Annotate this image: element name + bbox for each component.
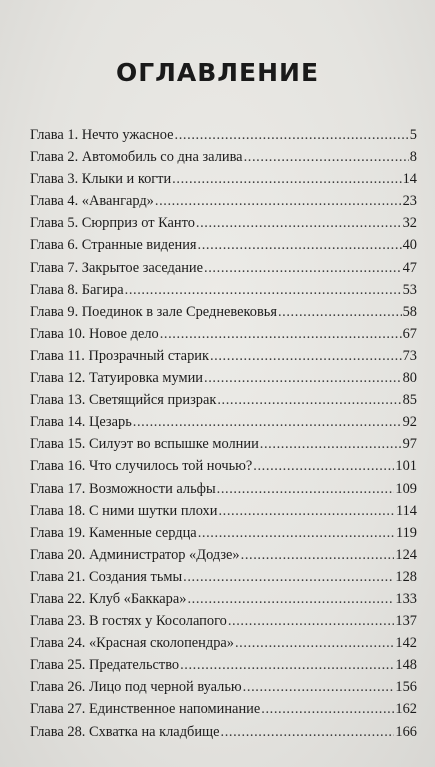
toc-entry-page: 8	[409, 149, 417, 166]
toc-leader-dots	[217, 389, 401, 411]
toc-entry-page: 137	[395, 613, 417, 630]
toc-entry-page: 114	[395, 502, 417, 519]
toc-entry-title: Глава 6. Странные видения	[30, 237, 197, 254]
toc-entry-page: 92	[402, 414, 417, 431]
toc-entry	[30, 500, 417, 522]
toc-leader-dots	[133, 411, 402, 433]
toc-entry-title: Глава 5. Сюрприз от Канто	[30, 215, 195, 232]
toc-entry-title: Глава 21. Создания тьмы	[30, 568, 183, 585]
toc-entry	[30, 257, 417, 279]
toc-entry	[30, 478, 417, 500]
toc-entry	[30, 566, 417, 588]
toc-entry-title: Глава 28. Схватка на кладбище	[30, 723, 220, 740]
toc-entry	[30, 698, 417, 720]
toc-entry-title: Глава 11. Прозрачный старик	[30, 347, 209, 364]
toc-entry-title: Глава 27. Единственное напоминание	[30, 701, 261, 718]
toc-entry-page: 67	[402, 325, 417, 342]
toc-entry	[30, 323, 417, 345]
toc-entry-title: Глава 15. Силуэт во вспышке молнии	[30, 436, 259, 453]
toc-entry-page: 85	[402, 392, 417, 409]
toc-entry-page: 156	[395, 679, 417, 696]
toc-entry-page: 40	[402, 237, 417, 254]
toc-leader-dots	[155, 190, 402, 212]
toc-leader-dots	[172, 168, 401, 190]
toc-leader-dots	[180, 654, 394, 676]
toc-entry-page: 133	[395, 590, 417, 607]
toc-entry	[30, 367, 417, 389]
toc-entry-page: 58	[402, 303, 417, 320]
toc-entry	[30, 190, 417, 212]
toc-entry	[30, 522, 417, 544]
toc-entry	[30, 654, 417, 676]
toc-leader-dots	[261, 698, 394, 720]
toc-entry	[30, 588, 417, 610]
toc-entry	[30, 168, 417, 190]
toc-entry-page: 119	[395, 524, 417, 541]
toc-entry-page: 32	[402, 215, 417, 232]
toc-entry-page: 166	[395, 723, 417, 740]
toc-leader-dots	[221, 721, 395, 743]
toc-leader-dots	[175, 124, 409, 146]
toc-entry-title: Глава 19. Каменные сердца	[30, 524, 197, 541]
toc-leader-dots	[125, 279, 402, 301]
toc-entry	[30, 345, 417, 367]
toc-entry-title: Глава 2. Автомобиль со дна залива	[30, 149, 243, 166]
toc-leader-dots	[187, 588, 394, 610]
toc-entry-title: Глава 17. Возможности альфы	[30, 480, 216, 497]
toc-entry-title: Глава 8. Багира	[30, 281, 124, 298]
toc-leader-dots	[228, 610, 395, 632]
toc-entry	[30, 455, 417, 477]
toc-entry	[30, 676, 417, 698]
toc-entry-title: Глава 26. Лицо под черной вуалью	[30, 679, 242, 696]
toc-leader-dots	[243, 676, 395, 698]
toc-entry	[30, 146, 417, 168]
toc-entry-page: 47	[402, 259, 417, 276]
toc-entry	[30, 544, 417, 566]
toc-entry-page: 148	[395, 657, 417, 674]
toc-entry	[30, 721, 417, 743]
toc-leader-dots	[244, 146, 409, 168]
toc-leader-dots	[217, 478, 395, 500]
toc-entry-page: 142	[395, 635, 417, 652]
toc-entry-title: Глава 9. Поединок в зале Средневековья	[30, 303, 277, 320]
page-title: ОГЛАВЛЕНИЕ	[115, 58, 320, 87]
toc-entry-title: Глава 7. Закрытое заседание	[30, 259, 204, 276]
toc-leader-dots	[260, 433, 402, 455]
toc-entry-title: Глава 3. Клыки и когти	[30, 171, 172, 188]
toc-entry-title: Глава 25. Предательство	[30, 657, 180, 674]
toc-leader-dots	[241, 544, 395, 566]
toc-entry-title: Глава 16. Что случилось той ночью?	[30, 458, 253, 475]
toc-entry-page: 128	[395, 568, 417, 585]
toc-leader-dots	[204, 367, 402, 389]
toc-entry	[30, 411, 417, 433]
toc-leader-dots	[204, 257, 402, 279]
toc-leader-dots	[196, 212, 402, 234]
toc-entry-page: 80	[402, 370, 417, 387]
toc-entry-title: Глава 22. Клуб «Баккара»	[30, 590, 187, 607]
toc-entry-title: Глава 20. Администратор «Додзе»	[30, 546, 240, 563]
toc-entry-page: 124	[395, 546, 417, 563]
toc-entry-page: 97	[402, 436, 417, 453]
toc-entry-page: 109	[395, 480, 417, 497]
toc-entry-page: 5	[409, 127, 417, 143]
table-of-contents	[30, 124, 417, 743]
toc-entry	[30, 234, 417, 256]
toc-leader-dots	[198, 234, 402, 256]
toc-entry	[30, 389, 417, 411]
toc-entry	[30, 301, 417, 323]
toc-leader-dots	[183, 566, 394, 588]
toc-leader-dots	[278, 301, 402, 323]
toc-entry-title: Глава 4. «Авангард»	[30, 193, 154, 210]
toc-entry-page: 23	[402, 193, 417, 210]
toc-leader-dots	[210, 345, 402, 367]
toc-leader-dots	[253, 455, 394, 477]
toc-entry-title: Глава 18. С ними шутки плохи	[30, 502, 218, 519]
toc-entry-title: Глава 12. Татуировка мумии	[30, 370, 203, 387]
toc-leader-dots	[235, 632, 394, 654]
toc-entry-title: Глава 1. Нечто ужасное	[30, 127, 174, 143]
toc-entry-page: 53	[402, 281, 417, 298]
toc-entry-page: 162	[395, 701, 417, 718]
toc-entry-title: Глава 23. В гостях у Косолапого	[30, 613, 227, 630]
toc-entry-title: Глава 10. Новое дело	[30, 325, 159, 342]
toc-leader-dots	[160, 323, 402, 345]
toc-entry-title: Глава 14. Цезарь	[30, 414, 132, 431]
toc-leader-dots	[198, 522, 395, 544]
toc-entry	[30, 632, 417, 654]
toc-entry	[30, 279, 417, 301]
toc-leader-dots	[218, 500, 394, 522]
toc-entry	[30, 433, 417, 455]
toc-entry-page: 73	[402, 347, 417, 364]
toc-entry	[30, 610, 417, 632]
toc-entry-page: 101	[395, 458, 417, 475]
toc-entry-title: Глава 13. Светящийся призрак	[30, 392, 217, 409]
toc-entry	[30, 212, 417, 234]
toc-entry-title: Глава 24. «Красная сколопендра»	[30, 635, 234, 652]
toc-entry-page: 14	[402, 171, 417, 188]
toc-entry	[30, 124, 417, 146]
